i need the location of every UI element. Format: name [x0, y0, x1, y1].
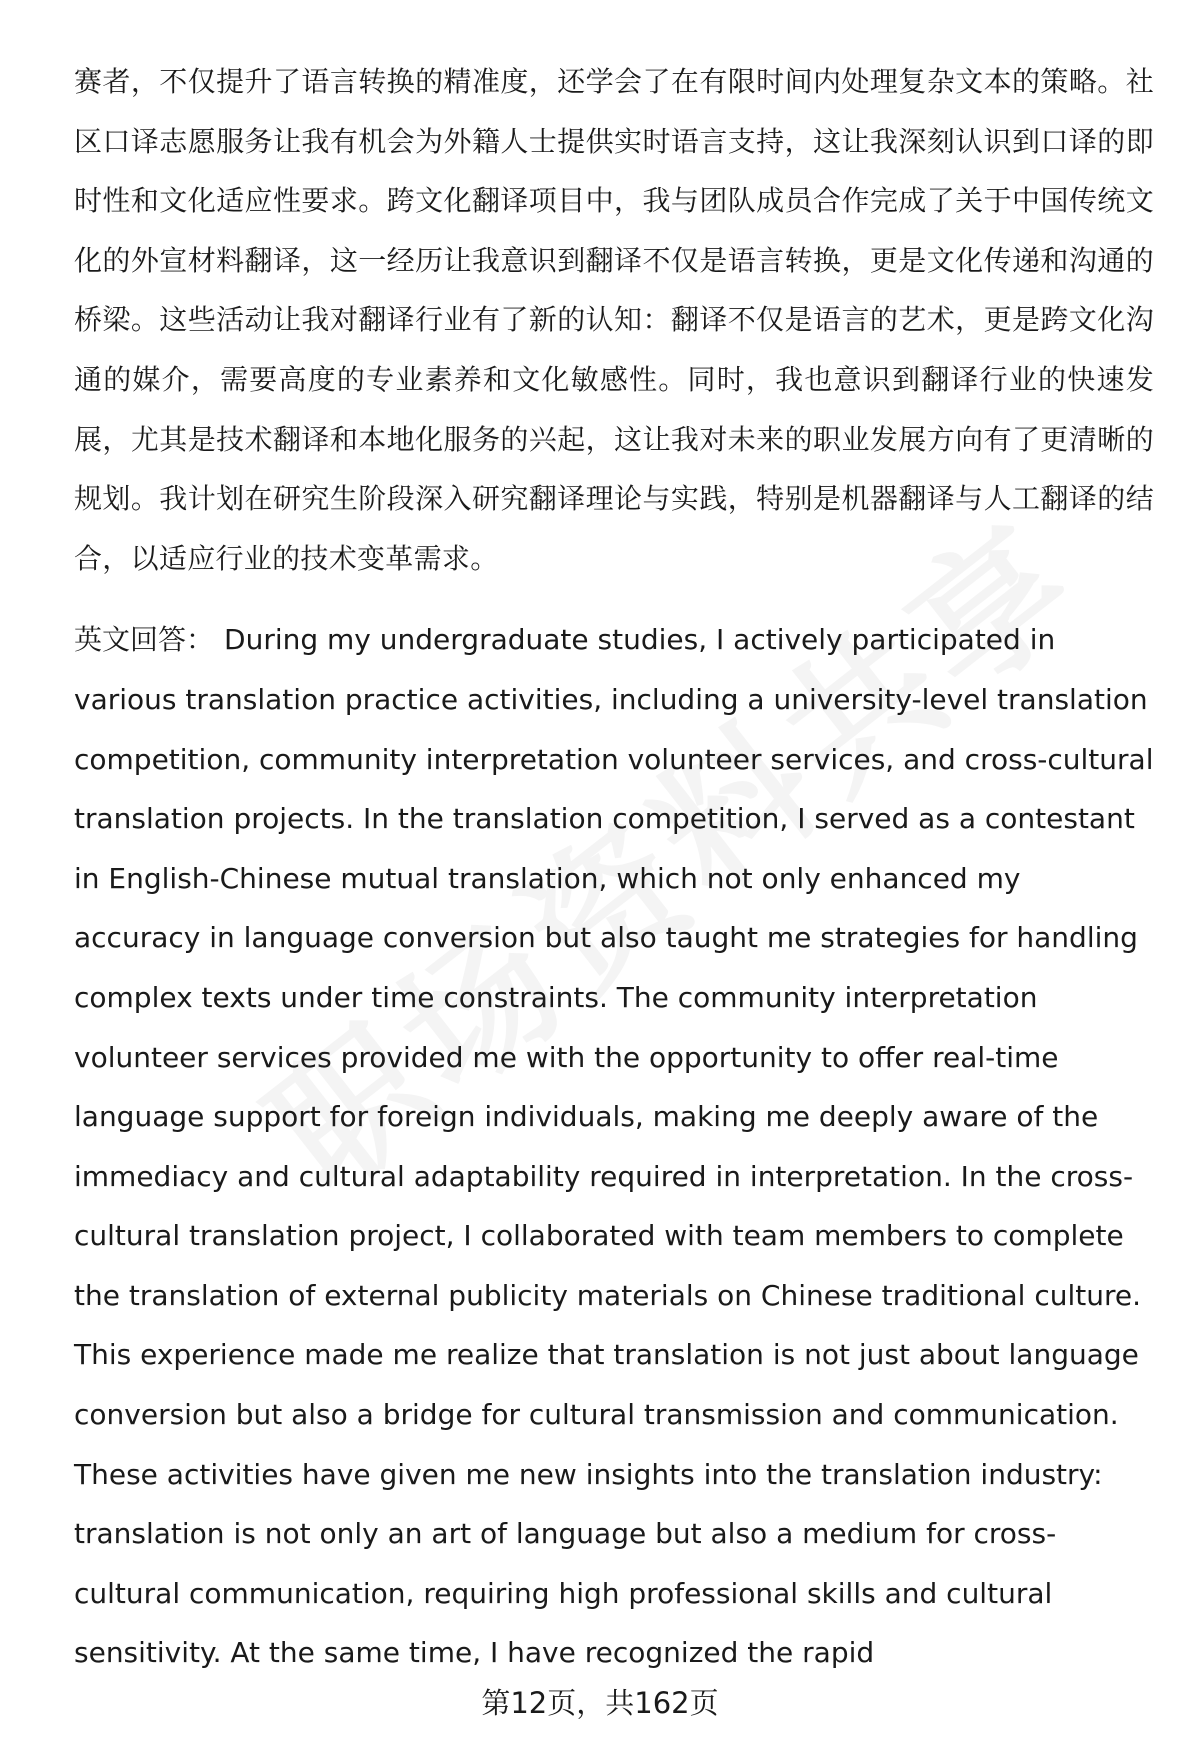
chinese-answer-paragraph: 赛者，不仅提升了语言转换的精准度，还学会了在有限时间内处理复杂文本的策略。社区口译志愿服务让我有机会为外籍人士提供实时语言支持，这让我深刻认识到口译的即时性和文化适应性要求。跨文化翻译项目中，我与团队成员合作完成了关于中国传统文化的外宣材料翻译，这一经历让我意识到翻译不仅是语言转换，更是文化传递和沟通的桥梁。这些活动让我对翻译行业有了新的认知：翻译不仅是语言的艺术，更是跨文化沟通的媒介，需要高度的专业素养和文化敏感性。同时，我也意识到翻译行业的快速发展，尤其是技术翻译和本地化服务的兴起，这让我对未来的职业发展方向有了更清晰的规划。我计划在研究生阶段深入研究翻译理论与实践，特别是机器翻译与人工翻译的结合，以适应行业的技术变革需求。: [74, 65, 1154, 575]
english-answer-paragraph: [74, 610, 1154, 1683]
english-answer-label: 英文回答：: [74, 623, 215, 657]
page-number-footer: 第12页，共162页: [481, 1686, 719, 1720]
english-answer-text: During my undergraduate studies, I actively participated in various translation practice activities, including a university-level translation competition, community interpretation volunteer services, and cross-cultural translation projects. In the translation competition, I served as a contestant in English-Chinese mutual translation, which not only enhanced my accuracy in language conversion but also taught me strategies for handling complex texts under time constraints. The community interpretation volunteer services provided me with the opportunity to offer real-time language support for foreign individuals, making me deeply aware of the immediacy and cultural adaptability required in interpretation. In the cross-cultural translation project, I collaborated with team members to complete the translation of external publicity materials on Chinese traditional culture. This experience made me realize that translation is not just about language conversion but also a bridge for cultural transmission and communication. These activities have given me new insights into the translation industry: translation is not only an art of language but also a medium for cross-cultural communication, requiring high professional skills and cultural sensitivity. At the same time, I have recognized the rapid: [74, 623, 1154, 1670]
page-content: [74, 52, 1154, 1683]
